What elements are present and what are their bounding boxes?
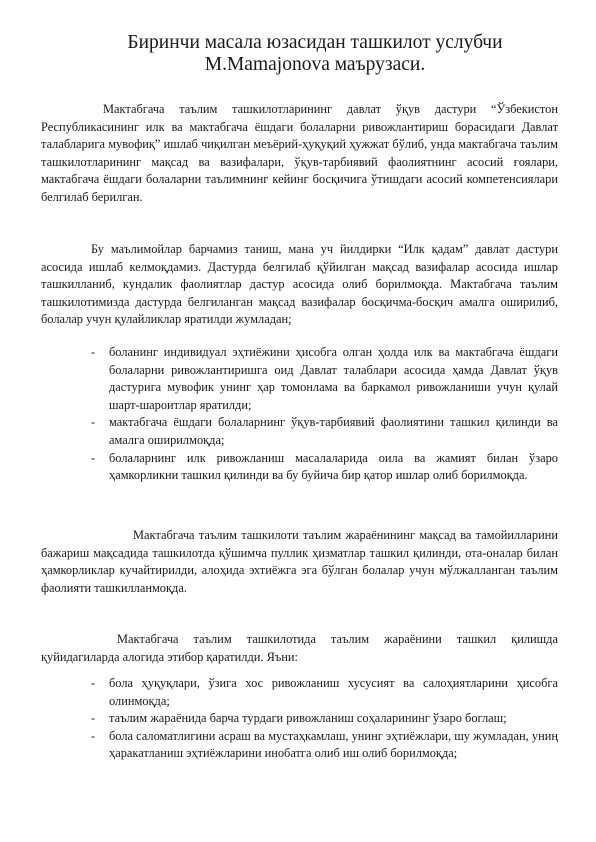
list-item <box>91 710 558 728</box>
list-item <box>91 414 558 449</box>
document-title-line-1: Биринчи масала юзасидан ташкилот услубчи <box>127 32 503 53</box>
list-dash: - <box>91 450 96 465</box>
list-item <box>91 344 558 414</box>
list-item-text: таълим жараёнида барча турдаги ривожланиш соҳаларининг ўзаро боглаш; <box>109 711 507 726</box>
list-dash: - <box>91 415 96 430</box>
list-item <box>91 450 558 485</box>
list-item <box>91 675 558 710</box>
paragraph-ilk-qadam: Бу маълимойлар барчамиз таниш, мана уч йилдирки “Илк қадам” давлат дастури асосида ишлаб келмоқдамиз. Дастурда белгилаб қўйилган мақсад вазифалар асосида ишлар ташкилланиб, кундалик фаолиятлар дастур асосида олиб борилмоқда. Мактабгача таълим ташкилотимизда дастурда белгиланган мақсад вазифалар босқичма-босқич амалга оширилиб, болалар учун қулайликлар яратилди жумладан; <box>41 242 558 327</box>
list-item-text: болаларнинг илк ривожланиш масалаларида оила ва жамият билан ўзаро ҳамкорликни ташкил қилинди ва бу буйича бир қатор ишлар олиб борилмоқда. <box>109 450 558 483</box>
list-dash: - <box>91 728 96 743</box>
document-title-line-2: M.Mamajonova маърузаси. <box>204 54 426 75</box>
list-item-text: бола саломатлигини асраш ва мустаҳкамлаш, унинг эҳтиёжлари, шу жумладан, униң ҳаракатланиш эҳтиёжларини инобатга олиб иш олиб борилмоқда; <box>109 728 558 761</box>
paragraph-attention-points: Мактабгача таълим ташкилотида таълим жараёнини ташкил қилишда қуйидагиларда алогида этибор қаратилди. Яъни: <box>41 632 558 664</box>
list-dash: - <box>91 676 96 690</box>
list-item-text: бола ҳуқуқлари, ўзига хос ривожланиш хусусият ва салоҳиятларини ҳисобга олинмоқда; <box>109 676 558 708</box>
list-dash: - <box>91 711 96 726</box>
list-item-text: мактабгача ёшдаги болаларнинг ўқув-тарбиявий фаолиятини ташкил қилинди ва амалга оширилмоқда; <box>109 415 558 447</box>
list-item <box>91 728 558 763</box>
achievements-list <box>91 344 558 485</box>
paragraph-additional-services: Мактабгача таълим ташкилоти таълим жараёнининг мақсад ва тамойилларини бажариш мақсадида ташкилотда қўшимча пуллик ҳизматлар ташкил қилинди, ота-оналар билан ҳамкорликлар кучайтирилди, алоҳида эхтиёжга эга бўлган болалар учун мўлжалланган таълим фаолияти ташкилланмоқда. <box>41 528 558 595</box>
list-dash: - <box>91 345 96 359</box>
list-item-text: боланинг индивидуал эҳтиёжини ҳисобга олган ҳолда илк ва мактабгача ёшдаги болаларни ривожлантиришга оид Давлат талаблари асосида ҳамда Давлат ўқув дастурига мувофик унинг ҳар томонлама ва баркамол ривожланиши учун қулай шарт-шароитлар яратилди; <box>109 345 558 412</box>
paragraph-program-overview: Мактабгача таълим ташкилотларининг давлат ўқув дастури “Ўзбекистон Республикасининг илк ва мактабгача ёшдаги болаларни ривожлантириш борасидаги Давлат талабларига мувофиқ” ишлаб чиқилган меъёрий-ҳуқуқий ҳужжат бўлиб, унда мактабгача таълим ташкилотларининг мақсад ва вазифалари, ўқув-тарбиявий фаолиятнинг асосий ғоялари, мактабгача ёшдаги болаларни таълимнинг кейинг босқичига ўтишдаги асосий компетенсиялари белгилаб берилган. <box>41 102 558 204</box>
attention-list <box>91 675 558 763</box>
